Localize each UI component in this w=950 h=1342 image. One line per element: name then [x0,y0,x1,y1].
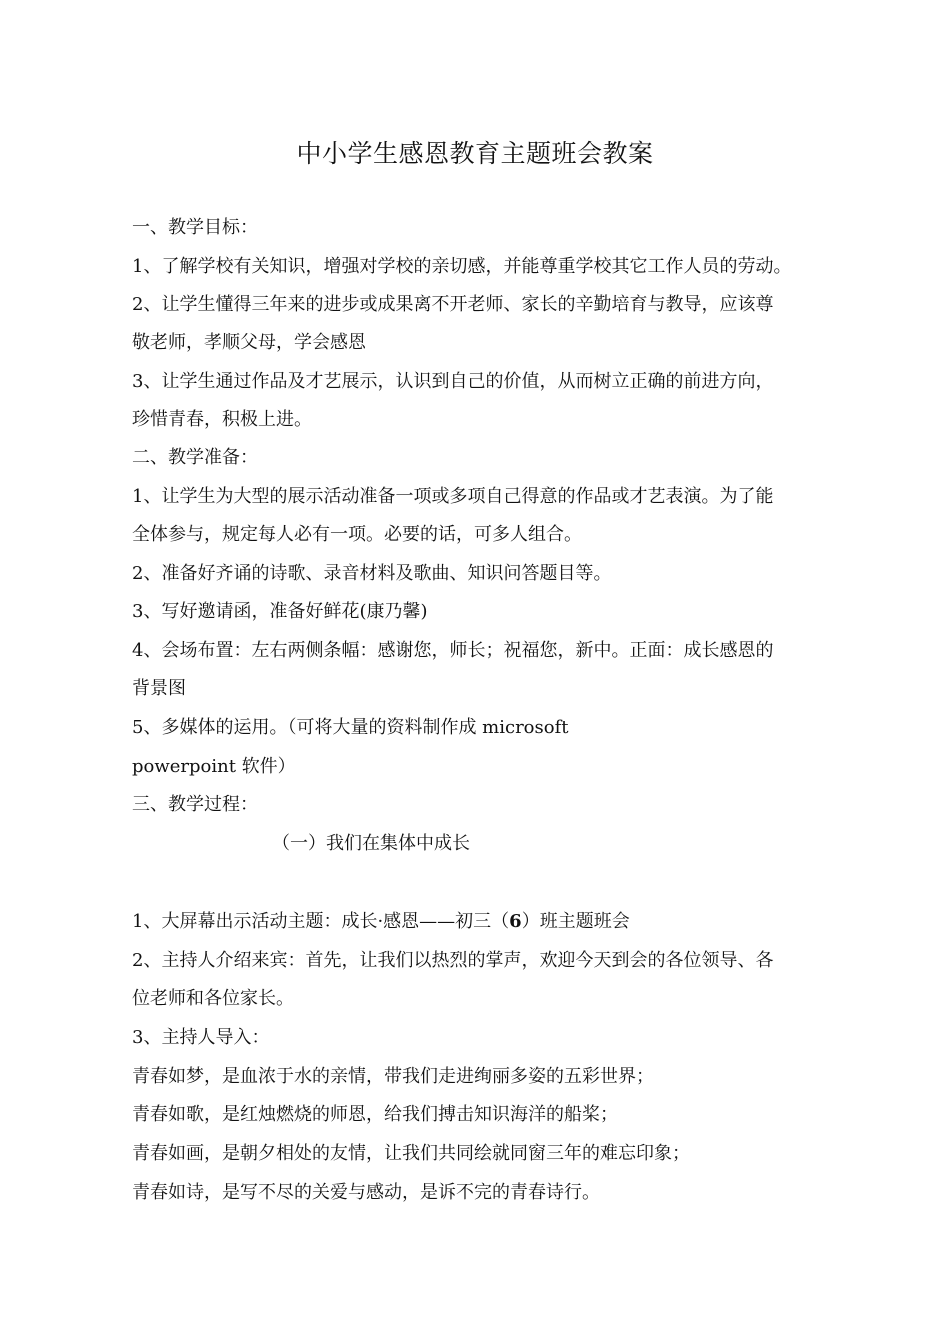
section-heading-goals: 一、教学目标： [132,217,258,238]
section-heading-process: 三、教学过程： [132,794,258,815]
paragraph-line: 2、准备好齐诵的诗歌、录音材料及歌曲、知识问答题目等。 [132,563,612,584]
activity-theme-suffix: ）班主题班会 [521,911,630,932]
paragraph-line: 4、会场布置：左右两侧条幅：感谢您，师长；祝福您，新中。正面：成长感恩的 [132,640,774,661]
class-number: 6 [509,911,522,932]
paragraph-line: 1、了解学校有关知识，增强对学校的亲切感，并能尊重学校其它工作人员的劳动。 [132,256,792,277]
subsection-heading: （一）我们在集体中成长 [272,833,470,854]
paragraph-line: 3、让学生通过作品及才艺展示，认识到自己的价值，从而树立正确的前进方向， [132,371,774,392]
paragraph-line: 敬老师，孝顺父母，学会感恩 [132,332,366,353]
poem-line: 青春如梦，是血浓于水的亲情，带我们走进绚丽多姿的五彩世界； [132,1066,654,1087]
paragraph-line: 背景图 [132,678,186,699]
paragraph-line: 2、让学生懂得三年来的进步或成果离不开老师、家长的辛勤培育与教导，应该尊 [132,294,774,315]
document-title: 中小学生感恩教育主题班会教案 [296,139,654,168]
activity-theme-text: 1、大屏幕出示活动主题：成长·感恩——初三（ [132,911,510,932]
poem-line: 青春如歌，是红烛燃烧的师恩，给我们搏击知识海洋的船桨； [132,1104,618,1125]
paragraph-line: powerpoint 软件） [132,756,296,777]
paragraph-line: 2、主持人介绍来宾：首先，让我们以热烈的掌声，欢迎今天到会的各位领导、各 [132,950,774,971]
paragraph-line-activity-theme [132,909,630,935]
paragraph-line: 位老师和各位家长。 [132,988,294,1009]
section-heading-preparation: 二、教学准备： [132,447,258,468]
paragraph-line: 3、写好邀请函，准备好鲜花(康乃馨) [132,601,428,622]
paragraph-line: 1、让学生为大型的展示活动准备一项或多项自己得意的作品或才艺表演。为了能 [132,486,774,507]
paragraph-line: 5、多媒体的运用。（可将大量的资料制作成 microsoft [132,717,569,738]
paragraph-line: 珍惜青春，积极上进。 [132,409,312,430]
poem-line: 青春如诗，是写不尽的关爱与感动，是诉不完的青春诗行。 [132,1182,600,1203]
paragraph-line: 全体参与，规定每人必有一项。必要的话，可多人组合。 [132,524,582,545]
poem-line: 青春如画，是朝夕相处的友情，让我们共同绘就同窗三年的难忘印象； [132,1143,690,1164]
paragraph-line: 3、主持人导入： [132,1027,270,1048]
